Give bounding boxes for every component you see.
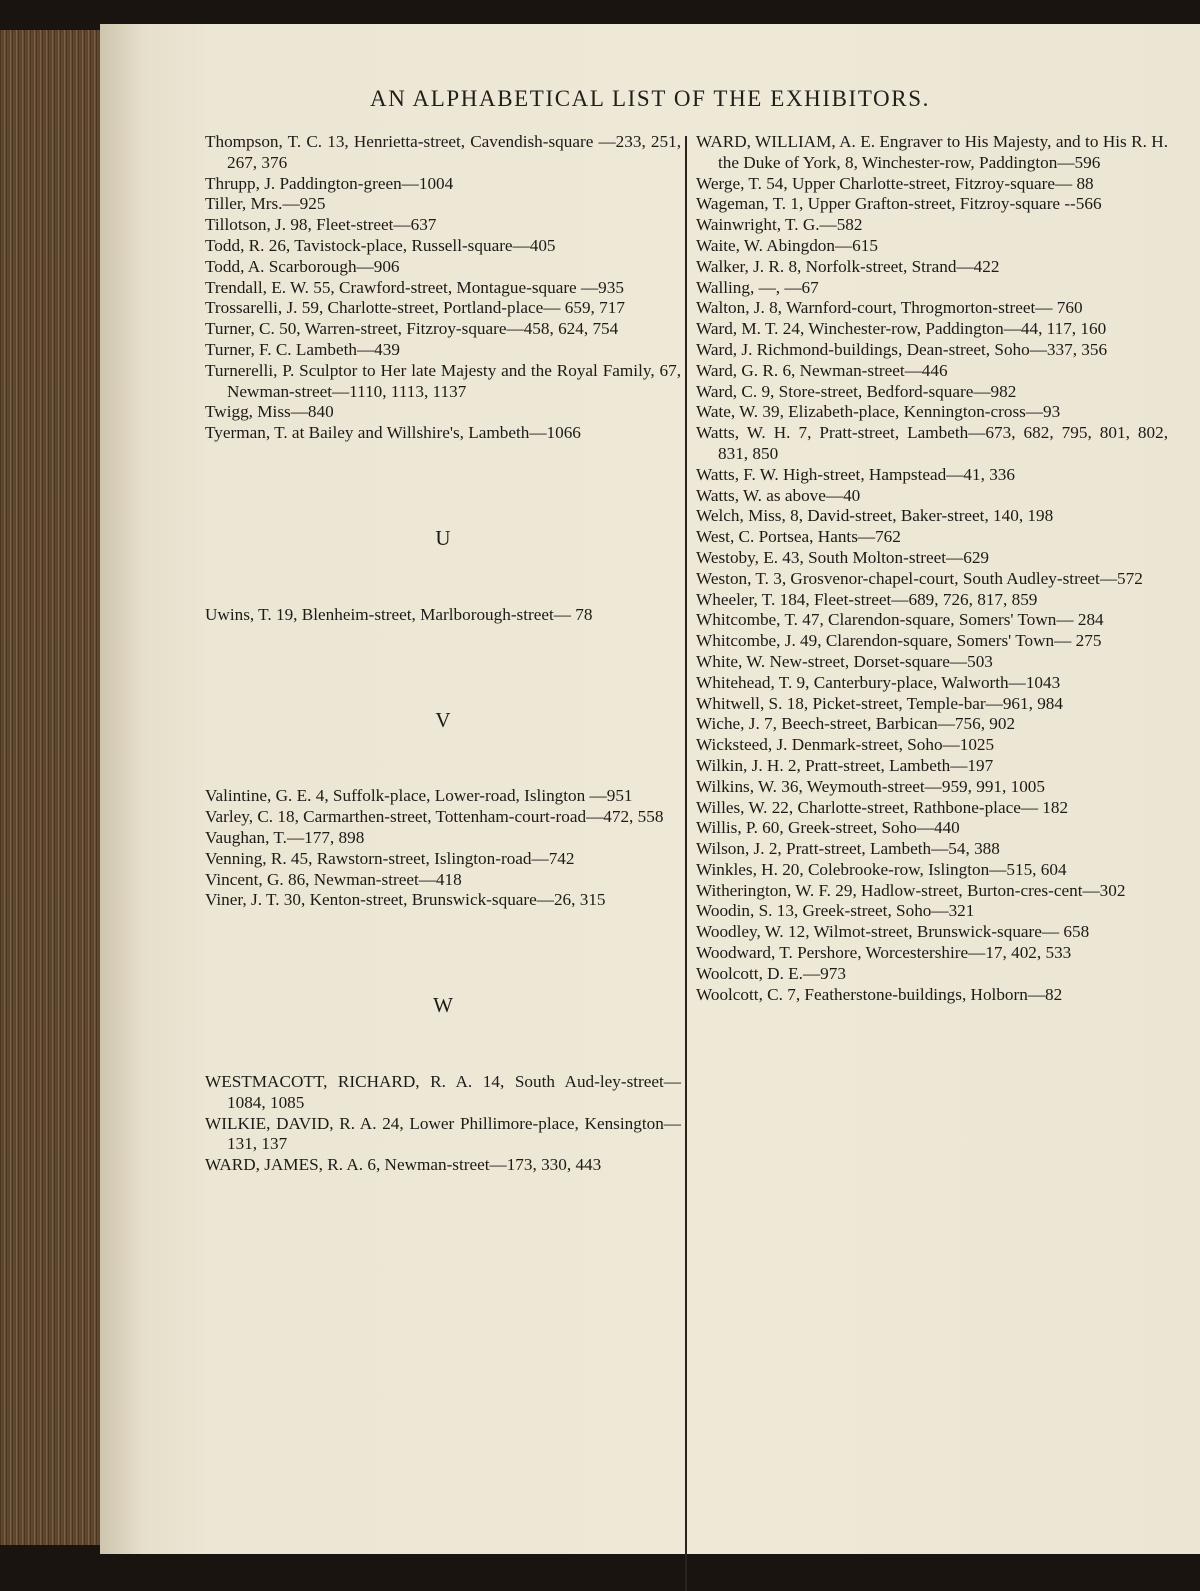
exhibitor-entry: Weston, T. 3, Grosvenor-chapel-court, South Audley-street—572 xyxy=(696,568,1143,588)
exhibitor-entry: Walker, J. R. 8, Norfolk-street, Strand—422 xyxy=(696,256,1000,276)
exhibitor-entry: Wageman, T. 1, Upper Grafton-street, Fitzroy-square --566 xyxy=(696,194,1102,214)
exhibitor-entry: White, W. New-street, Dorset-square—503 xyxy=(696,651,993,671)
v-entries xyxy=(205,786,681,911)
left-column xyxy=(205,132,681,1176)
exhibitor-entry: Wilkin, J. H. 2, Pratt-street, Lambeth—197 xyxy=(696,755,994,775)
exhibitor-entry: Wilkins, W. 36, Weymouth-street—959, 991, 1005 xyxy=(696,776,1045,796)
exhibitor-entry: Wilson, J. 2, Pratt-street, Lambeth—54, 388 xyxy=(696,839,1000,859)
exhibitor-entry: Venning, R. 45, Rawstorn-street, Islington-road—742 xyxy=(205,848,575,868)
exhibitor-entry: Wate, W. 39, Elizabeth-place, Kennington-cross—93 xyxy=(696,402,1061,422)
u-entries xyxy=(205,605,681,626)
exhibitor-entry: Valintine, G. E. 4, Suffolk-place, Lower-road, Islington —951 xyxy=(205,786,633,806)
exhibitor-entry: Watts, W. H. 7, Pratt-street, Lambeth—673, 682, 795, 801, 802, 831, 850 xyxy=(696,423,1168,463)
exhibitor-entry: Vincent, G. 86, Newman-street—418 xyxy=(205,869,462,889)
exhibitor-entry: Tillotson, J. 98, Fleet-street—637 xyxy=(205,215,437,235)
exhibitor-entry: Todd, A. Scarborough—906 xyxy=(205,256,400,276)
exhibitor-entry: Thompson, T. C. 13, Henrietta-street, Cavendish-square —233, 251, 267, 376 xyxy=(205,132,681,172)
exhibitor-entry: Trendall, E. W. 55, Crawford-street, Montague-square —935 xyxy=(205,277,624,297)
exhibitor-entry: Werge, T. 54, Upper Charlotte-street, Fitzroy-square— 88 xyxy=(696,173,1094,193)
w-entries xyxy=(205,1072,681,1176)
exhibitor-entry: Walton, J. 8, Warnford-court, Throgmorton-street— 760 xyxy=(696,298,1083,318)
exhibitor-entry: Walling, —, —67 xyxy=(696,277,819,297)
exhibitor-entry: WARD, JAMES, R. A. 6, Newman-street—173, 330, 443 xyxy=(205,1155,602,1175)
exhibitor-entry: WESTMACOTT, RICHARD, R. A. 14, South Aud-ley-street—1084, 1085 xyxy=(205,1071,681,1112)
exhibitor-entry: Waite, W. Abingdon—615 xyxy=(696,235,878,255)
exhibitor-entry: Witherington, W. F. 29, Hadlow-street, Burton-cres-cent—302 xyxy=(696,880,1126,900)
exhibitor-entry: Wicksteed, J. Denmark-street, Soho—1025 xyxy=(696,735,995,755)
book-page xyxy=(100,24,1200,1554)
exhibitor-entry: Watts, W. as above—40 xyxy=(696,485,861,505)
exhibitor-entry: Whitwell, S. 18, Picket-street, Temple-bar—961, 984 xyxy=(696,693,1063,713)
exhibitor-entry: Willis, P. 60, Greek-street, Soho—440 xyxy=(696,818,960,838)
section-heading-v: V xyxy=(435,707,451,732)
exhibitor-entry: Woolcott, D. E.—973 xyxy=(696,963,846,983)
exhibitor-entry: Vaughan, T.—177, 898 xyxy=(205,827,365,847)
exhibitor-entry: Ward, M. T. 24, Winchester-row, Paddington—44, 117, 160 xyxy=(696,319,1107,339)
exhibitor-entry: Woolcott, C. 7, Featherstone-buildings, Holborn—82 xyxy=(696,984,1063,1004)
exhibitor-entry: Tyerman, T. at Bailey and Willshire's, Lambeth—1066 xyxy=(205,423,581,443)
exhibitor-entry: Ward, G. R. 6, Newman-street—446 xyxy=(696,360,948,380)
exhibitor-entry: Wiche, J. 7, Beech-street, Barbican—756, 902 xyxy=(696,714,1016,734)
right-column xyxy=(696,132,1168,1005)
exhibitor-entry: Ward, J. Richmond-buildings, Dean-street, Soho—337, 356 xyxy=(696,339,1108,359)
exhibitor-entry: WARD, WILLIAM, A. E. Engraver to His Majesty, and to His R. H. the Duke of York, 8, Winchester-row, Paddington—596 xyxy=(696,132,1168,172)
book-page-edges xyxy=(0,30,110,1545)
right-entries xyxy=(696,132,1168,1005)
exhibitor-entry: Thrupp, J. Paddington-green—1004 xyxy=(205,173,454,193)
exhibitor-entry: Whitehead, T. 9, Canterbury-place, Walworth—1043 xyxy=(696,672,1061,692)
exhibitor-entry: Woodley, W. 12, Wilmot-street, Brunswick-square— 658 xyxy=(696,922,1090,942)
exhibitor-entry: Welch, Miss, 8, David-street, Baker-street, 140, 198 xyxy=(696,506,1054,526)
exhibitor-entry: Woodward, T. Pershore, Worcestershire—17, 402, 533 xyxy=(696,943,1072,963)
column-divider xyxy=(685,136,687,1591)
exhibitor-entry: Westoby, E. 43, South Molton-street—629 xyxy=(696,547,990,567)
exhibitor-entry: Trossarelli, J. 59, Charlotte-street, Portland-place— 659, 717 xyxy=(205,298,625,318)
section-heading-w: W xyxy=(433,993,453,1018)
exhibitor-entry: Willes, W. 22, Charlotte-street, Rathbone-place— 182 xyxy=(696,797,1069,817)
exhibitor-entry: Woodin, S. 13, Greek-street, Soho—321 xyxy=(696,901,975,921)
exhibitor-entry: Winkles, H. 20, Colebrooke-row, Islington—515, 604 xyxy=(696,859,1067,879)
t-entries xyxy=(205,132,681,444)
exhibitor-entry: Watts, F. W. High-street, Hampstead—41, 336 xyxy=(696,464,1015,484)
exhibitor-entry: Whitcombe, J. 49, Clarendon-square, Somers' Town— 275 xyxy=(696,631,1102,651)
exhibitor-entry: Todd, R. 26, Tavistock-place, Russell-square—405 xyxy=(205,235,556,255)
exhibitor-entry: Tiller, Mrs.—925 xyxy=(205,194,326,214)
exhibitor-entry: Wainwright, T. G.—582 xyxy=(696,215,863,235)
section-heading-u: U xyxy=(435,525,451,550)
exhibitor-entry: West, C. Portsea, Hants—762 xyxy=(696,527,901,547)
exhibitor-entry: Turner, C. 50, Warren-street, Fitzroy-square—458, 624, 754 xyxy=(205,319,619,339)
exhibitor-entry: Viner, J. T. 30, Kenton-street, Brunswick-square—26, 315 xyxy=(205,890,606,910)
exhibitor-entry: Varley, C. 18, Carmarthen-street, Tottenham-court-road—472, 558 xyxy=(205,807,664,827)
exhibitor-entry: Wheeler, T. 184, Fleet-street—689, 726, 817, 859 xyxy=(696,589,1038,609)
exhibitor-entry: Whitcombe, T. 47, Clarendon-square, Somers' Town— 284 xyxy=(696,610,1104,630)
exhibitor-entry: WILKIE, DAVID, R. A. 24, Lower Phillimore-place, Kensington—131, 137 xyxy=(205,1113,681,1154)
exhibitor-entry: Ward, C. 9, Store-street, Bedford-square—982 xyxy=(696,381,1017,401)
exhibitor-entry: Turnerelli, P. Sculptor to Her late Majesty and the Royal Family, 67, Newman-street—1110, 1113, 1137 xyxy=(205,360,681,401)
exhibitor-entry: Twigg, Miss—840 xyxy=(205,402,334,422)
exhibitor-entry: Turner, F. C. Lambeth—439 xyxy=(205,339,400,359)
exhibitor-entry: Uwins, T. 19, Blenheim-street, Marlborough-street— 78 xyxy=(205,604,593,624)
running-head: AN ALPHABETICAL LIST OF THE EXHIBITORS. xyxy=(370,86,930,111)
